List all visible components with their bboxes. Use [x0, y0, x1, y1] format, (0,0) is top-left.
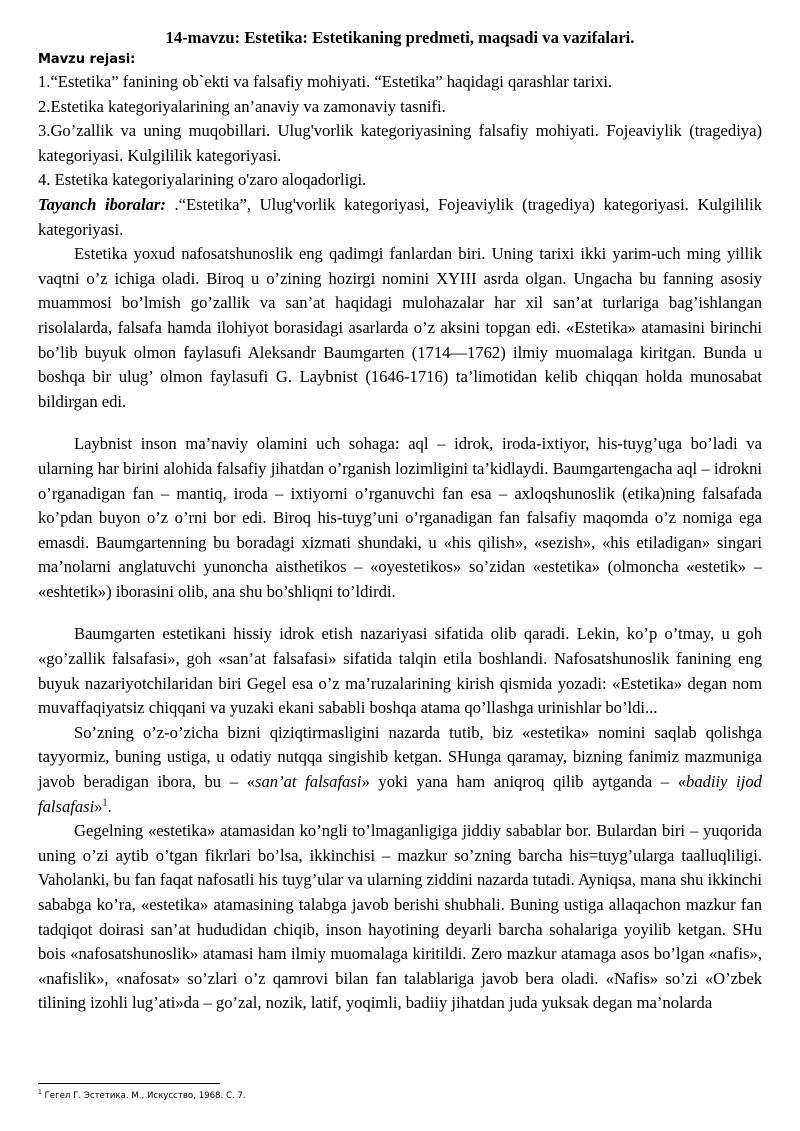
paragraph-4-text: » yoki yana ham aniqroq qilib aytganda – «: [361, 772, 687, 792]
paragraph-1: Estetika yoxud nafosatshunoslik eng qadimgi fanlardan biri. Uning tarixi ikki yarim-uch ming yillik vaqtni o’z ichiga oladi. Biroq u o’zining hozirgi nomini XYIII asrda olgan. Ungacha bu fanning asosiy muammosi bo’lmish go’zallik va san’at haqidagi mulohazalar har xil san’at turlariga bag’ishlangan risolalarda, falsafa hamda ilohiyot borasidagi asarlarda o’z aksini topgan edi. «Estetika» atamasini birinchi bo’lib buyuk olmon faylasufi Aleksandr Baumgarten (1714—1762) ilmiy muomalaga kiritgan. Bunda u boshqa bir ulug’ olmon faylasufi G. Laybnist (1646-1716) ta’limotidan kelib chiqqan holda munosabat bildirgan edi.: [38, 244, 762, 411]
plan-item: 4. Estetika kategoriyalarining o'zaro aloqadorligi.: [38, 170, 367, 190]
paragraph-spacer: [38, 414, 762, 432]
keywords: [38, 193, 762, 242]
paragraph-4: [38, 721, 762, 819]
paragraph-4-text: .: [107, 796, 112, 816]
keywords-text: .“Estetika”, Ulug'vorlik kategoriyasi, Fojeaviylik (tragediya) kategoriyasi. Kulgililik kategoriyasi.: [38, 194, 762, 239]
footnote-number: 1: [38, 1089, 42, 1097]
footnote-reference[interactable]: 1: [102, 797, 108, 809]
plan-list: [38, 70, 762, 193]
footnote-text: Гегел Г. Эстетика. М., Искусство, 1968. С. 7.: [41, 1091, 246, 1101]
footnote-divider: [38, 1083, 220, 1084]
paragraph-4-emphasis: badiiy ijod falsafasi: [38, 772, 762, 816]
footnote: [38, 1090, 246, 1102]
keywords-label: Tayanch iboralar:: [38, 194, 175, 214]
paragraph-4-emphasis: san’at falsafasi: [255, 772, 362, 792]
paragraph-4-text: »: [94, 796, 103, 816]
paragraph-2: Laybnist inson ma’naviy olamini uch sohaga: aql – idrok, iroda-ixtiyor, his-tuyg’uga bo’ladi va ularning har birini alohida falsafiy jihatdan o’rganish lozimligini ta’kidlaydi. Baumgartengacha aql – idrokni o’rganadigan fan – mantiq, iroda – ixtiyorni o’rganuvchi fan esa – axloqshunoslik (etika)ning falsafada ko’pdan buyon o’z o’rni bor edi. Biroq his-tuyg’uni o’rganadigan fan falsafiy maqomda o’z nomiga ega emasdi. Baumgartenning bu boradagi xizmati shundaki, u «his qilish», «sezish», «his etiladigan» singari ma’nolarni anglatuvchi yunoncha aisthetikos – «oyestetikos» so’zidan «estetika» (olmoncha «estetik» – «eshtetik») iborasini olib, ana shu bo’shliqni to’ldirdi.: [38, 434, 762, 601]
paragraph-3: Baumgarten estetikani hissiy idrok etish nazariyasi sifatida olib qaradi. Lekin, ko’p o’tmay, u goh «go’zallik falsafasi», goh «san’at falsafasi» sifatida talqin etila boshlandi. Nafosatshunoslik fanining eng buyuk nazariyotchilaridan biri Gegel esa o’z ma’ruzalarining kirish qismida yozadi: «Estetika» degan nom muvaffaqiyatsiz chiqqani va yuzaki ekani sababli boshqa atama qo’llashga urinishlar bo’ldi...: [38, 624, 762, 718]
plan-heading: Mavzu rejasi:: [38, 52, 136, 67]
paragraph-spacer: [38, 604, 762, 622]
paragraph-4-text: So’zning o’z-o’zicha bizni qiziqtirmasligini nazarda tutib, biz «estetika» nomini saqlab qolishga tayyormiz, buning ustiga, u odatiy nutqqa singishib ketgan. SHunga qaramay, bizning fanimiz mazmuniga javob beradigan ibora, bu – «: [38, 722, 762, 792]
paragraph-5: Gegelning «estetika» atamasidan ko’ngli to’lmaganligiga jiddiy sabablar bor. Bulardan biri – yuqorida uning o’zi aytib o’tgan fikrlari bo’lsa, ikkinchisi – mazkur so’zning barcha his=tuyg’ularga taalluqliligi. Vaholanki, bu fan faqat nafosatli his tuyg’ular va ularning ziddini nazarda tutadi. Ayniqsa, mana shu ikkinchi sababga ko’ra, «estetika» atamasining talabga javob berishi shubhali. Buning ustiga allaqachon mazkur fan tadqiqot doirasi san’at hududidan chiqib, inson hayotining deyarli barcha sohalariga yoyilib ketgan. SHu bois «nafosatshunoslik» atamasi ham ilmiy muomalaga kiritildi. Zero mazkur atamaga asos bo’lgan «nafis», «nafislik», «nafosat» so’zlari o’z qamrovi bilan fan talablariga javob bera oladi. «Nafis» so’zi «O’zbek tilining izohli lug’ati»da – go’zal, nozik, latif, yoqimli, badiiy jihatdan juda yuksak degan ma’nolarda: [38, 821, 762, 1013]
plan-item: 3.Go’zallik va uning muqobillari. Ulug'vorlik kategoriyasining falsafiy mohiyati. Fojeaviylik (tragediya) kategoriyasi. Kulgililik kategoriyasi.: [38, 121, 762, 165]
plan-item: 1.“Estetika” fanining ob`ekti va falsafiy mohiyati. “Estetika” haqidagi qarashlar tarixi.: [38, 72, 613, 91]
page-title: 14-mavzu: Estetika: Estetikaning predmeti, maqsadi va vazifalari.: [165, 28, 635, 47]
plan-item: 2.Estetika kategoriyalarining an’anaviy va zamonaviy tasnifi.: [38, 96, 446, 116]
